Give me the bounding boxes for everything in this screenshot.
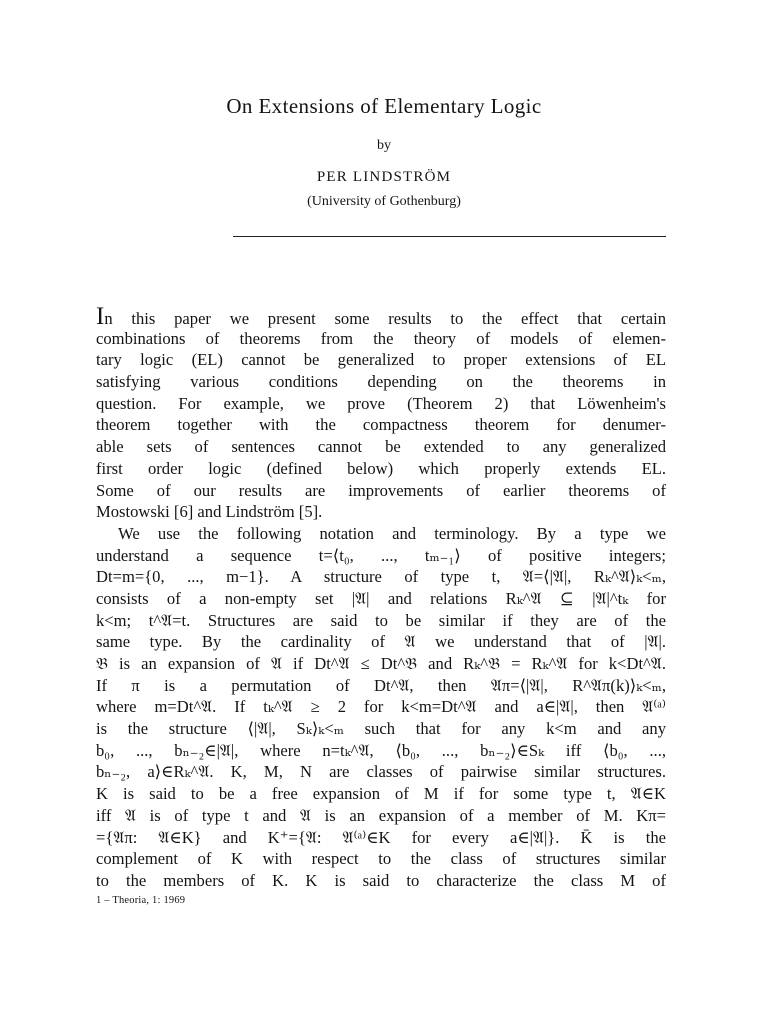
text-line: theorem together with the compactness theorem for denumer- [96, 415, 666, 435]
text-line: complement of K with respect to the class of structures similar [96, 849, 666, 869]
text-line: If π is a permutation of Dt^𝔄, then 𝔄π=⟨|𝔄|, R^𝔄π(k)⟩ₖ<ₘ, [96, 675, 666, 695]
text-line: able sets of sentences cannot be extended to any generalized [96, 437, 666, 457]
author-name: PER LINDSTRÖM [316, 169, 452, 185]
paper-title: On Extensions of Elementary Logic [226, 94, 542, 118]
text-line: Dt=m={0, ..., m−1}. A structure of type t, 𝔄=⟨|𝔄|, Rₖ^𝔄⟩ₖ<ₘ, [96, 567, 666, 587]
text-line: understand a sequence t=⟨t₀, ..., tₘ₋₁⟩ of positive integers; [96, 545, 666, 565]
text-line: Mostowski [6] and Lindström [5]. [96, 502, 323, 522]
body-text [96, 306, 666, 892]
text-line: to the members of K. K is said to characterize the class M of [96, 870, 666, 890]
text-line: where m=Dt^𝔄. If tₖ^𝔄 ≥ 2 for k<m=Dt^𝔄 and a∈|𝔄|, then 𝔄⁽ᵃ⁾ [96, 697, 666, 717]
text-line: We use the following notation and terminology. By a type we [118, 523, 666, 543]
text-line [96, 306, 666, 328]
text-line: same type. By the cardinality of 𝔄 we understand that of |𝔄|. [96, 632, 666, 652]
journal-citation: 1 – Theoria, 1: 1969 [96, 895, 186, 906]
text-line: iff 𝔄 is of type t and 𝔄 is an expansion of a member of M. Kπ= [96, 805, 666, 825]
text-line: satisfying various conditions depending on the theorems in [96, 372, 666, 392]
text-line: ={𝔄π: 𝔄∈K} and K⁺={𝔄: 𝔄⁽ᵃ⁾∈K for every a∈|𝔄|}. K̄ is the [96, 827, 666, 847]
text-line: b₀, ..., bₙ₋₂∈|𝔄|, where n=tₖ^𝔄, ⟨b₀, ..., bₙ₋₂⟩∈Sₖ iff ⟨b₀, ..., [96, 740, 666, 760]
text-line: k<m; t^𝔄=t. Structures are said to be similar if they are of the [96, 610, 666, 630]
first-line-text: n this paper we present some results to the effect that certain [104, 309, 666, 328]
text-line: first order logic (defined below) which properly extends EL. [96, 458, 666, 478]
byline-by: by [377, 138, 391, 153]
author-affiliation: (University of Gothenburg) [307, 194, 461, 209]
text-line: K is said to be a free expansion of M if for some type t, 𝔄∈K [96, 784, 666, 804]
text-line: Some of our results are improvements of earlier theorems of [96, 480, 666, 500]
text-line: is the structure ⟨|𝔄|, Sₖ⟩ₖ<ₘ such that for any k<m and any [96, 719, 666, 739]
text-line: tary logic (EL) cannot be generalized to proper extensions of EL [96, 350, 666, 370]
header-rule [233, 236, 666, 237]
text-line: bₙ₋₂, a⟩∈Rₖ^𝔄. K, M, N are classes of pairwise similar structures. [96, 762, 666, 782]
text-line: 𝔅 is an expansion of 𝔄 if Dt^𝔄 ≤ Dt^𝔅 and Rₖ^𝔅 = Rₖ^𝔄 for k<Dt^𝔄. [96, 654, 666, 673]
drop-cap: I [96, 306, 105, 328]
text-line: combinations of theorems from the theory of models of elemen- [96, 328, 666, 348]
text-line: question. For example, we prove (Theorem 2) that Löwenheim's [96, 393, 666, 413]
text-line: consists of a non-empty set |𝔄| and relations Rₖ^𝔄 ⊆ |𝔄|^tₖ for [96, 588, 666, 608]
